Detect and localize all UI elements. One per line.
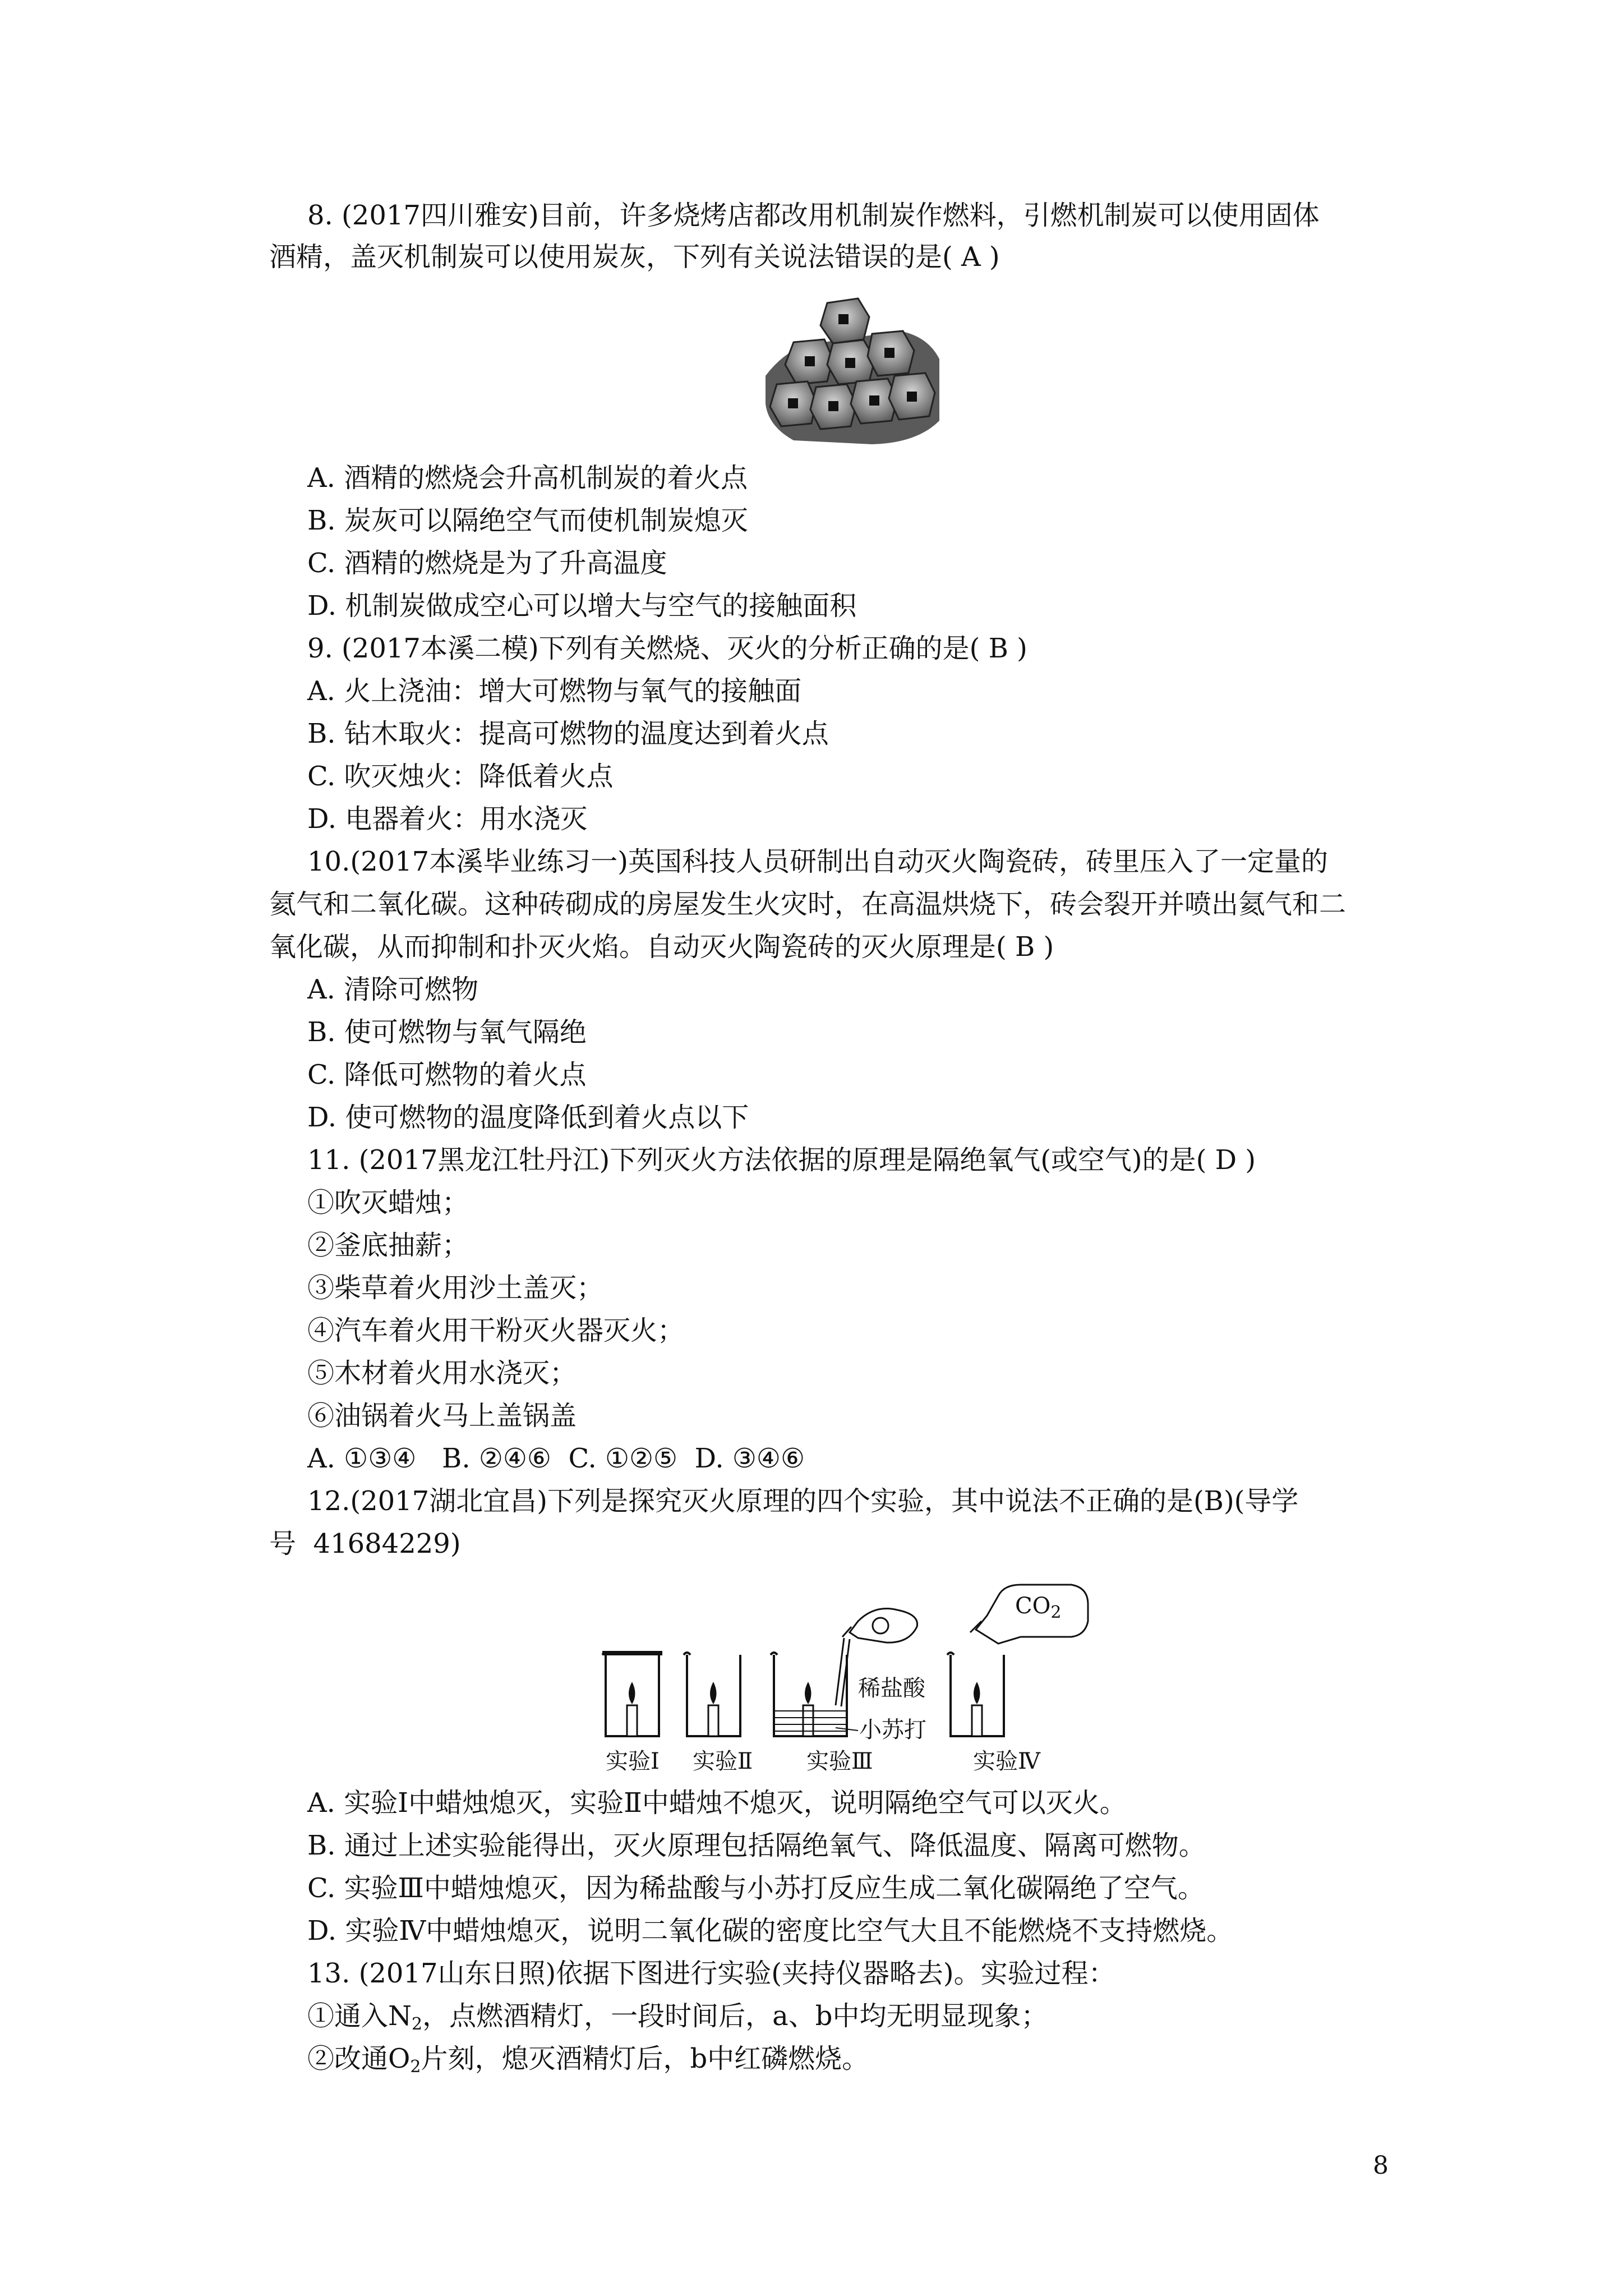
q11-item-5: ⑤木材着火用水浇灭； <box>307 1358 577 1389</box>
q9-option-d: D. 电器着火：用水浇灭 <box>307 803 588 835</box>
q11-choices: A. ①③④ B. ②④⑥ C. ①②⑤ D. ③④⑥ <box>307 1443 805 1474</box>
exp2-label: 实验Ⅱ <box>693 1749 753 1774</box>
q10-stem-line1: 10.(2017本溪毕业练习一)英国科技人员研制出自动灭火陶瓷砖，砖里压入了一定量的 <box>307 846 1328 877</box>
soda-label: 小苏打 <box>859 1717 926 1743</box>
experiment-figure <box>594 1571 1099 1773</box>
q10-stem-line3: 氧化碳，从而抑制和扑灭火焰。自动灭火陶瓷砖的灭火原理是( B ) <box>269 931 1054 963</box>
co2-label: $CO_2$ <box>1015 1593 1062 1622</box>
q12-option-d: D. 实验Ⅳ中蜡烛熄灭，说明二氧化碳的密度比空气大且不能燃烧不支持燃烧。 <box>307 1915 1234 1947</box>
q9-stem: 9. (2017本溪二模)下列有关燃烧、灭火的分析正确的是( B ) <box>307 633 1027 664</box>
q11-item-3: ③柴草着火用沙土盖灭； <box>307 1272 604 1304</box>
q10-option-a: A. 清除可燃物 <box>307 974 479 1005</box>
q12-option-c: C. 实验Ⅲ中蜡烛熄灭，因为稀盐酸与小苏打反应生成二氧化碳隔绝了空气。 <box>307 1872 1205 1904</box>
q8-option-d: D. 机制炭做成空心可以增大与空气的接触面积 <box>307 590 857 622</box>
q9-option-b: B. 钻木取火：提高可燃物的温度达到着火点 <box>307 718 829 749</box>
q12-option-a: A. 实验Ⅰ中蜡烛熄灭，实验Ⅱ中蜡烛不熄灭，说明隔绝空气可以灭火。 <box>307 1787 1127 1819</box>
q11-stem: 11. (2017黑龙江牡丹江)下列灭火方法依据的原理是隔绝氧气(或空气)的是( D ) <box>307 1144 1256 1176</box>
q10-option-b: B. 使可燃物与氧气隔绝 <box>307 1016 587 1048</box>
q12-stem-line1: 12.(2017湖北宜昌)下列是探究灭火原理的四个实验，其中说法不正确的是(B)(导学 <box>307 1485 1299 1517</box>
q11-item-6: ⑥油锅着火马上盖锅盖 <box>307 1400 577 1432</box>
exp4-label: 实验Ⅳ <box>973 1749 1040 1774</box>
q8-option-b: B. 炭灰可以隔绝空气而使机制炭熄灭 <box>307 505 748 536</box>
exp3-label: 实验Ⅲ <box>806 1749 873 1774</box>
q10-option-c: C. 降低可燃物的着火点 <box>307 1059 587 1091</box>
acid-label: 稀盐酸 <box>858 1676 925 1701</box>
q13-step-2: ②改通$O_2$片刻，熄灭酒精灯后，b中红磷燃烧。 <box>307 2043 869 2077</box>
q10-option-d: D. 使可燃物的温度降低到着火点以下 <box>307 1102 749 1133</box>
q12-stem-line2: 号 41684229) <box>269 1528 461 1559</box>
q13-stem: 13. (2017山东日照)依据下图进行实验(夹持仪器略去)。实验过程： <box>307 1958 1115 1989</box>
q10-stem-line2: 氦气和二氧化碳。这种砖砌成的房屋发生火灾时，在高温烘烧下，砖会裂开并喷出氦气和二 <box>269 889 1347 920</box>
q8-stem-line2: 酒精，盖灭机制炭可以使用炭灰，下列有关说法错误的是( A ) <box>269 241 1000 273</box>
q9-option-a: A. 火上浇油：增大可燃物与氧气的接触面 <box>307 675 802 707</box>
q8-option-c: C. 酒精的燃烧是为了升高温度 <box>307 547 667 579</box>
q12-option-b: B. 通过上述实验能得出，灭火原理包括隔绝氧气、降低温度、隔离可燃物。 <box>307 1830 1206 1861</box>
exp1-label: 实验Ⅰ <box>606 1749 660 1774</box>
q11-item-1: ①吹灭蜡烛； <box>307 1187 469 1218</box>
q13-step-1: ①通入$N_2$，点燃酒精灯，一段时间后，a、b中均无明显现象； <box>307 2000 1048 2034</box>
q8-stem-line1: 8. (2017四川雅安)目前，许多烧烤店都改用机制炭作燃料，引燃机制炭可以使用固体 <box>307 200 1320 231</box>
page-number: 8 <box>1373 2151 1389 2180</box>
q9-option-c: C. 吹灭烛火：降低着火点 <box>307 761 614 792</box>
q11-item-2: ②釜底抽薪； <box>307 1230 469 1261</box>
charcoal-image <box>760 292 945 449</box>
q8-option-a: A. 酒精的燃烧会升高机制炭的着火点 <box>307 462 748 494</box>
q11-item-4: ④汽车着火用干粉灭火器灭火； <box>307 1315 685 1346</box>
